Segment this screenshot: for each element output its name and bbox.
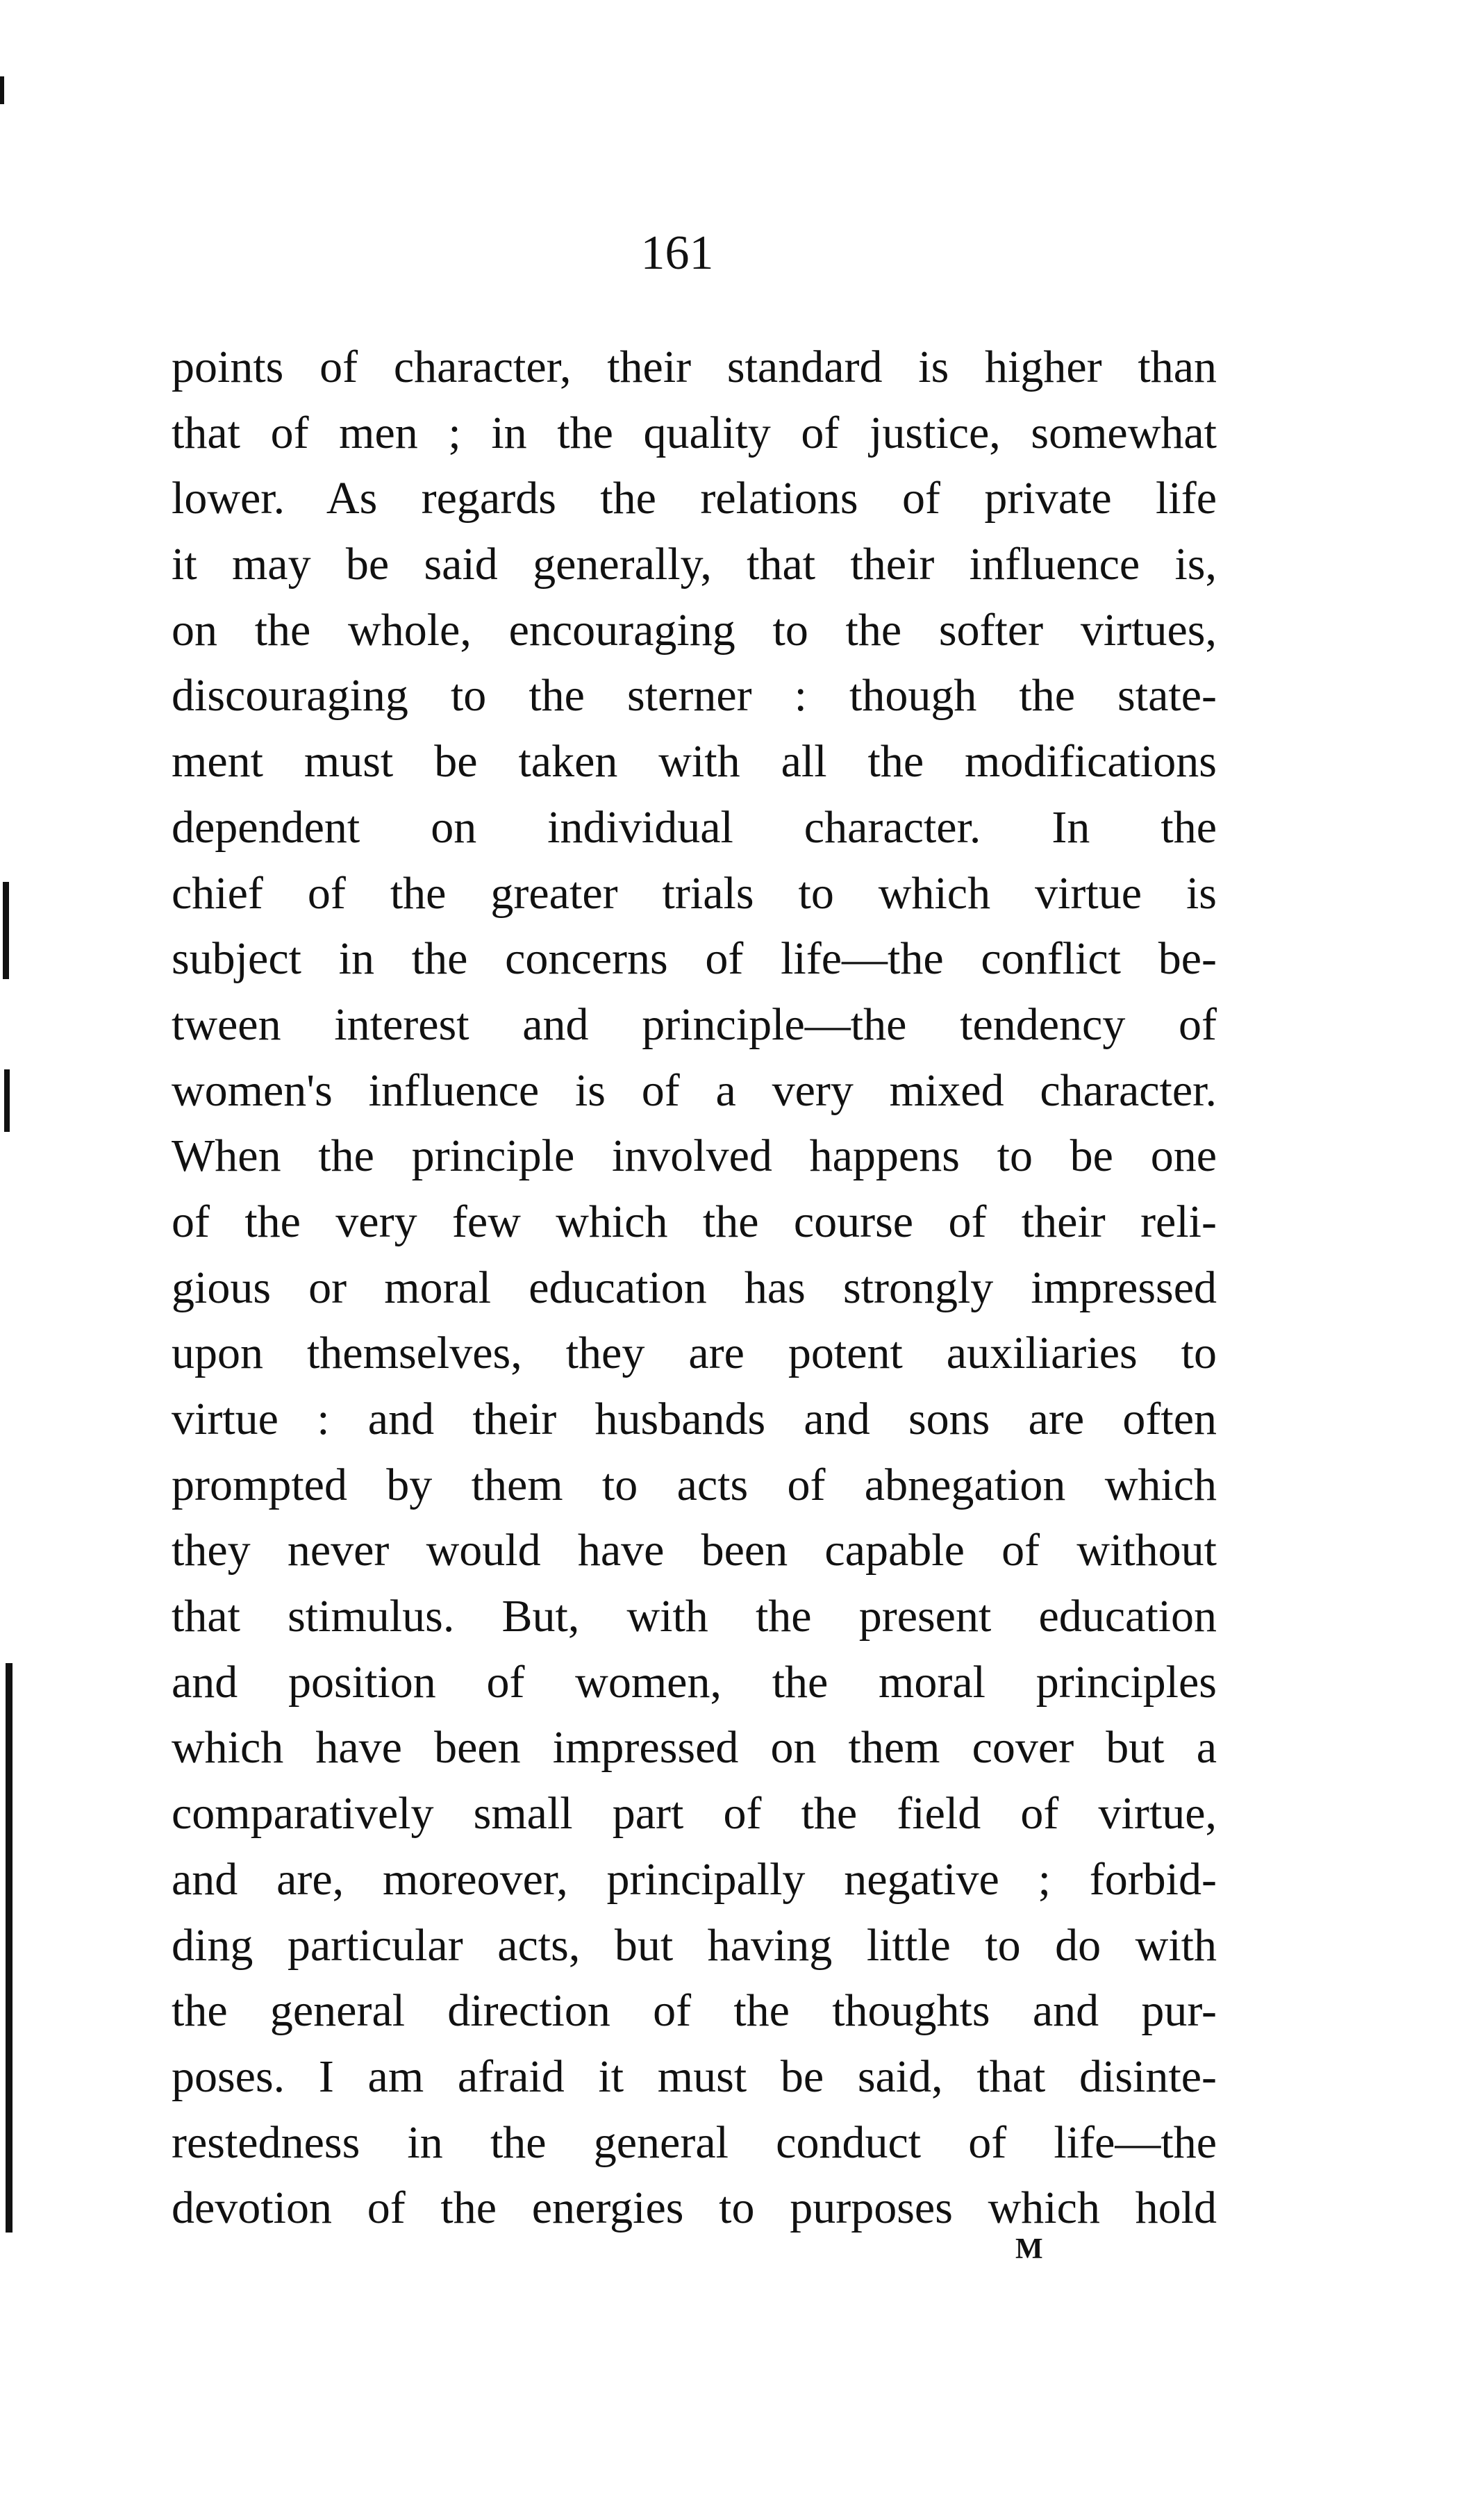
text-line: that of men ; in the quality of justice, somewhat [172, 407, 1217, 458]
text-line: which have been impressed on them cover but a [172, 1722, 1217, 1774]
text-line: devotion of the energies to purposes which hold [172, 2183, 1217, 2234]
body-text [172, 335, 1217, 2242]
text-line: virtue : and their husbands and sons are often [172, 1394, 1217, 1444]
text-line: points of character, their standard is higher than [172, 342, 1217, 392]
text-line: When the principle involved happens to be one [172, 1130, 1217, 1182]
text-line: upon themselves, they are potent auxiliaries to [172, 1328, 1217, 1379]
text-line: poses. I am afraid it must be said, that disinte- [172, 2051, 1217, 2102]
signature-mark: M [1015, 2233, 1043, 2265]
text-line: gious or moral education has strongly impressed [172, 1262, 1217, 1313]
page-number: 161 [640, 226, 714, 280]
text-line: comparatively small part of the field of virtue, [172, 1788, 1217, 1839]
text-line: on the whole, encouraging to the softer virtues, [172, 604, 1217, 656]
margin-mark [3, 882, 9, 979]
text-line: the general direction of the thoughts and pur- [172, 1985, 1217, 2037]
text-line: and position of women, the moral principles [172, 1656, 1217, 1708]
text-line: dependent on individual character. In the [172, 801, 1217, 853]
text-line: they never would have been capable of without [172, 1525, 1217, 1576]
margin-mark [6, 1663, 13, 2233]
text-line: subject in the concerns of life—the conflict be- [172, 933, 1217, 985]
text-line: restedness in the general conduct of life—the [172, 2117, 1217, 2168]
text-line: prompted by them to acts of abnegation which [172, 1459, 1217, 1510]
text-line: and are, moreover, principally negative ; forbid- [172, 1853, 1217, 1905]
text-line: ding particular acts, but having little to do with [172, 1919, 1217, 1971]
text-line: women's influence is of a very mixed character. [172, 1065, 1217, 1116]
text-line: ment must be taken with all the modifications [172, 736, 1217, 787]
margin-mark [0, 76, 4, 104]
text-line: it may be said generally, that their influence is, [172, 539, 1217, 590]
text-line: lower. As regards the relations of private life [172, 473, 1217, 524]
text-line: of the very few which the course of their reli- [172, 1196, 1217, 1247]
text-line: discouraging to the sterner : though the state- [172, 670, 1217, 721]
text-line: that stimulus. But, with the present education [172, 1591, 1217, 1642]
text-line: chief of the greater trials to which virtue is [172, 867, 1217, 919]
text-line: tween interest and principle—the tendency of [172, 999, 1217, 1050]
margin-mark [4, 1069, 10, 1132]
